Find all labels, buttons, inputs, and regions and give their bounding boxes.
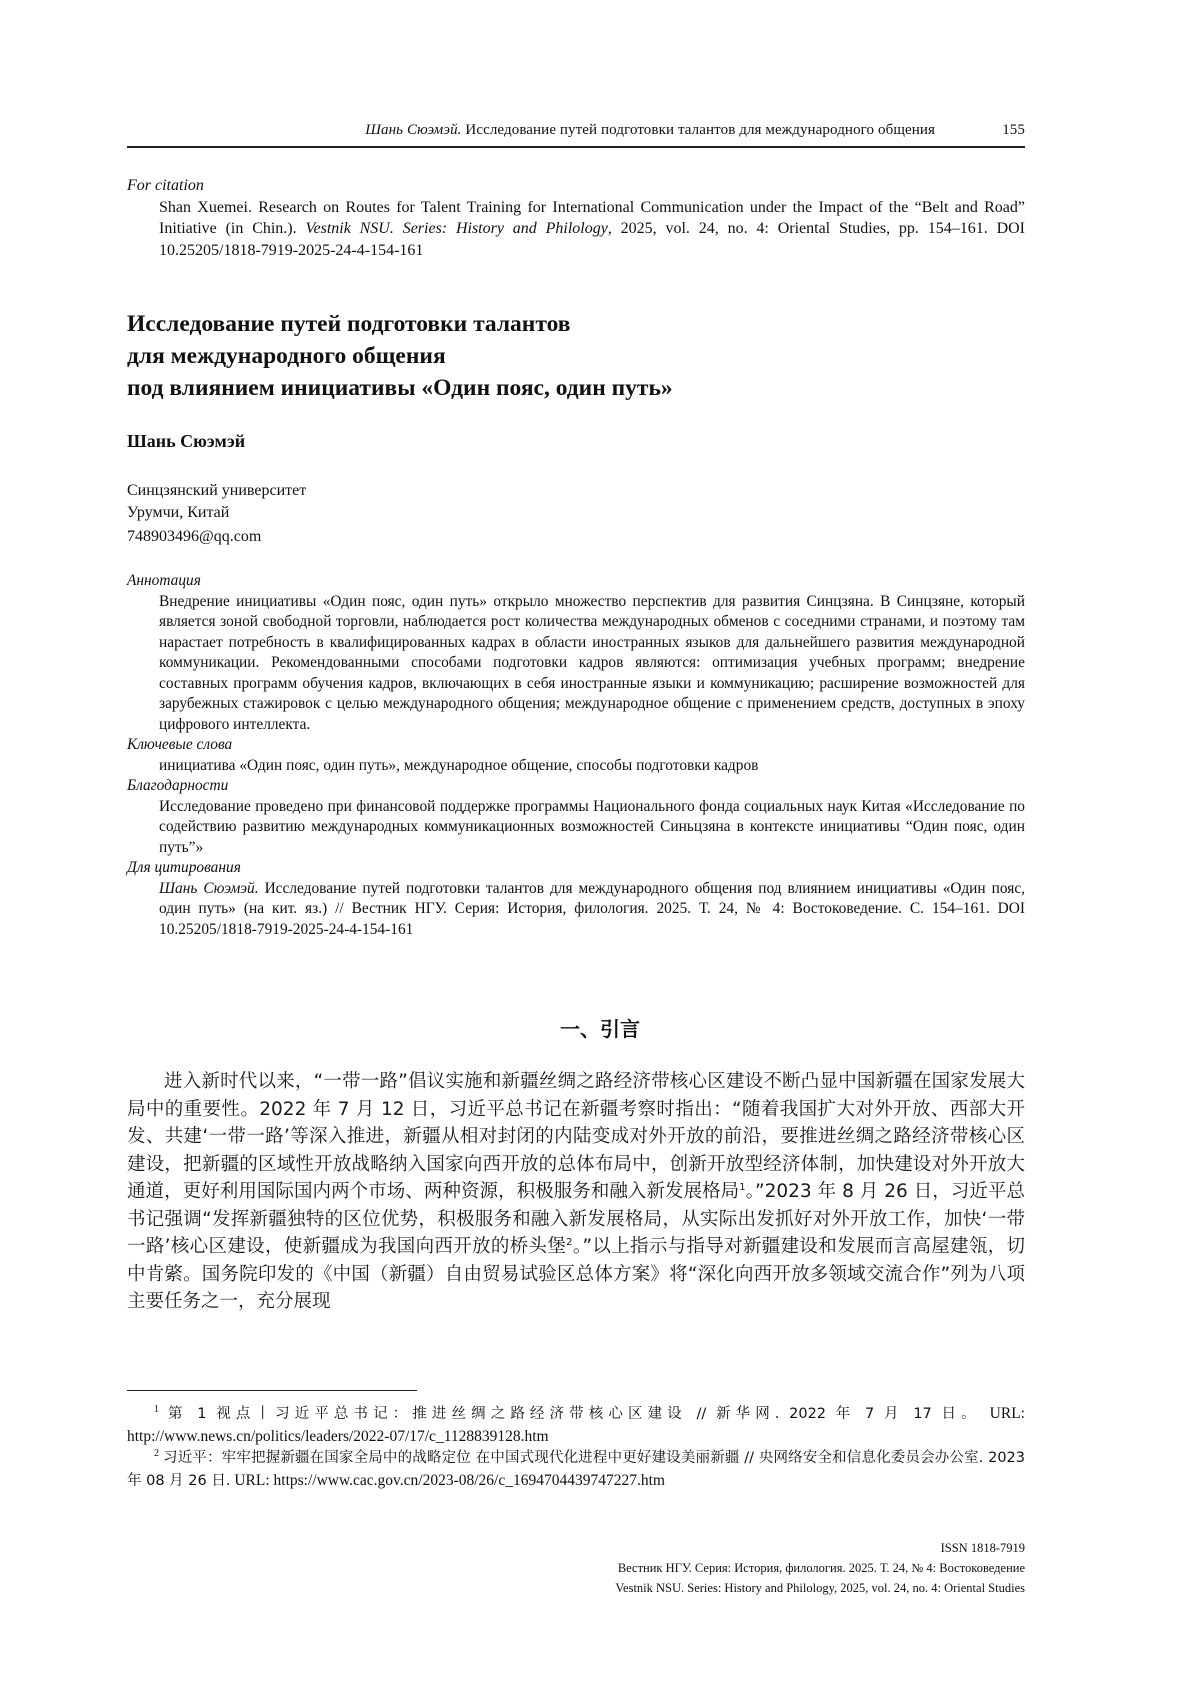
running-title-text: Исследование путей подготовки талантов для международного общения xyxy=(465,122,935,138)
footnote-1-number: 1 xyxy=(154,1403,159,1415)
footnote-ref-2[interactable]: 2 xyxy=(566,1236,573,1248)
citation-english-journal: Vestnik NSU. Series: History and Philology xyxy=(305,220,608,237)
keywords-label: Ключевые слова xyxy=(127,736,233,753)
footnote-2-text: 习近平：牢牢把握新疆在国家全局中的战略定位 在中国式现代化进程中更好建设美丽新疆 // 央网络安全和信息化委员会办公室. 2023 年 08 月 26 日. xyxy=(127,1450,1026,1489)
citation-english xyxy=(127,175,1025,261)
footnote-ref-1[interactable]: 1 xyxy=(739,1181,746,1193)
page-number: 155 xyxy=(1002,122,1025,138)
citation-russian-author: Шань Сюэмэй. xyxy=(159,879,259,897)
citation-english-post: , 2025, vol. 24, no. 4: Oriental Studies, pp. 154–161. DOI 10.25205/1818-7919-2025-24-4-154-161 xyxy=(159,220,1026,259)
affiliation xyxy=(127,480,306,524)
running-header xyxy=(127,122,1025,148)
citation-english-label: For citation xyxy=(127,177,204,194)
citation-russian-text xyxy=(127,879,1025,941)
affiliation-university: Синцзянский университет xyxy=(127,482,307,499)
author-name: Шань Сюэмэй xyxy=(127,431,246,451)
citation-russian-body: Исследование путей подготовки талантов для международного общения под влиянием инициативы «Один пояс, один путь» (на кит. яз.) // Вестник НГУ. Серия: История, филология. 2025. Т. 24, № 4: Востоковедение. С. 154–161. DOI 10.25205/1818-7919-2025-24-4-154-161 xyxy=(159,879,1025,938)
footnote-2-url[interactable]: URL: https://www.cac.gov.cn/2023-08/26/c_1694704439747227.htm xyxy=(230,1471,665,1489)
abstract-text: Внедрение инициативы «Один пояс, один путь» открыло множество перспектив для развития Синцзяна. В Синцзяне, который является зоной свободной торговли, наблюдается рост количества международных обменов с соседними странами, и поэтому там нарастает потребность в квалифицированных кадрах в области иностранных языков для дальнейшего развития международной коммуникации. Рекомендованными способами подготовки кадров являются: оптимизация учебных программ; внедрение составных программ обучения кадров, включающих в себя иностранные языки и коммуникацию; расширение возможностей для зарубежных стажировок с целью международного общения; международное общение с применением средств, доступных в эпоху цифрового интеллекта. xyxy=(159,592,1025,733)
running-title xyxy=(127,122,935,139)
title-line-2: для международного общения xyxy=(127,343,446,369)
article-title xyxy=(127,308,1025,404)
footnote-1 xyxy=(127,1403,1025,1447)
affiliation-city: Урумчи, Китай xyxy=(127,504,230,521)
citation-english-text xyxy=(127,197,1025,262)
citation-russian-label: Для цитирования xyxy=(127,859,241,876)
page-footer xyxy=(615,1538,1025,1598)
section-heading: 一、引言 xyxy=(560,1017,640,1041)
article-metadata xyxy=(127,571,1025,940)
footer-journal-ru: Вестник НГУ. Серия: История, филология. 2025. Т. 24, № 4: Востоковедение xyxy=(617,1561,1025,1575)
footnote-1-url[interactable]: URL: http://www.news.cn/politics/leaders/2022-07/17/c_1128839128.htm xyxy=(127,1405,1025,1445)
footnote-divider xyxy=(127,1390,417,1391)
footer-issn: ISSN 1818-7919 xyxy=(940,1541,1025,1555)
keywords-text: инициатива «Один пояс, один путь», международное общение, способы подготовки кадров xyxy=(159,756,759,774)
author-email: 748903496@qq.com xyxy=(127,528,262,545)
footnote-1-text: 第 1 视点丨习近平总书记：推进丝绸之路经济带核心区建设 // 新华网. 2022 年 7 月 17 日。 xyxy=(167,1406,981,1422)
footnote-2 xyxy=(127,1447,1025,1492)
footnote-2-number: 2 xyxy=(154,1447,159,1459)
body-paragraph xyxy=(127,1068,1025,1316)
body-text-part-2: 。”2023 年 8 月 26 日，习近平总书记强调“发挥新疆独特的区位优势，积极服务和融入新发展格局，从实际出发抓好对外开放工作，加快‘一带一路’核心区建设，使新疆成为我国向西开放的桥头堡 xyxy=(127,1181,1025,1257)
title-line-3: под влиянием инициативы «Один пояс, один путь» xyxy=(127,375,673,401)
abstract-label: Аннотация xyxy=(127,572,201,589)
title-line-1: Исследование путей подготовки талантов xyxy=(127,311,571,337)
body-text-part-1: 进入新时代以来，“一带一路”倡议实施和新疆丝绸之路经济带核心区建设不断凸显中国新疆在国家发展大局中的重要性。2022 年 7 月 12 日，习近平总书记在新疆考察时指出：“随着我国扩大对外开放、西部大开发、共建‘一带一路’等深入推进，新疆从相对封闭的内陆变成对外开放的前沿，要推进丝绸之路经济带核心区建设，把新疆的区域性开放战略纳入国家向西开放的总体布局中，创新开放型经济体制，加快建设对外开放大通道，更好利用国际国内两个市场、两种资源，积极服务和融入新发展格局 xyxy=(127,1071,1025,1202)
citation-english-pre: Shan Xuemei. Research on Routes for Talent Training for International Communication under the Impact of the “Belt and Road” Initiative (in Chin.). xyxy=(159,198,1025,237)
footer-journal-en: Vestnik NSU. Series: History and Philology, 2025, vol. 24, no. 4: Oriental Studies xyxy=(615,1581,1025,1595)
body-text-part-3: 。”以上指示与指导对新疆建设和发展而言高屋建瓴，切中肯綮。国务院印发的《中国（新疆）自由贸易试验区总体方案》将“深化向西开放多领域交流合作”列为八项主要任务之一，充分展现 xyxy=(127,1236,1025,1312)
running-author: Шань Сюэмэй. xyxy=(365,122,462,138)
acknowledgements-label: Благодарности xyxy=(127,777,229,794)
acknowledgements-text: Исследование проведено при финансовой поддержке программы Национального фонда социальных наук Китая «Исследование по содействию развитию международных коммуникационных возможностей Синьцзяна в контексте инициативы “Один пояс, один путь”» xyxy=(159,797,1025,856)
